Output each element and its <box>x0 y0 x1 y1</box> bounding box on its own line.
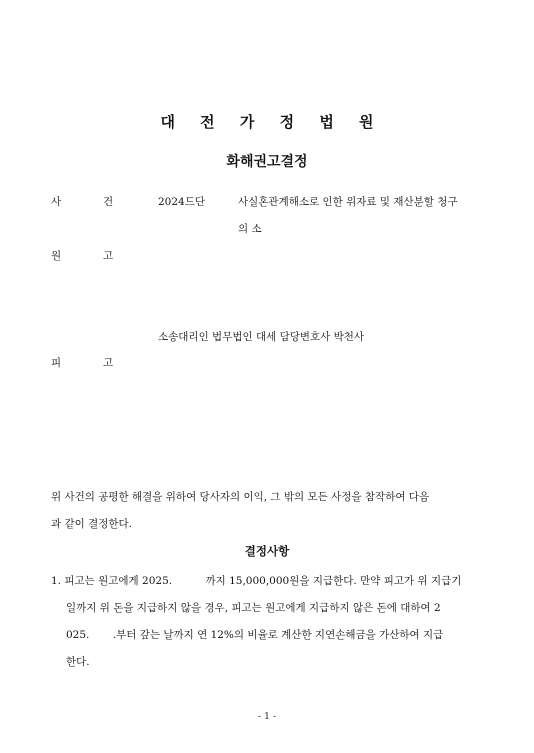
intro-line-1: 위 사건의 공평한 해결을 위하여 당사자의 이익, 그 밖의 모든 사정을 참작하여 다음 <box>51 491 430 503</box>
decision-item-1-line-4: 한다. <box>66 656 90 668</box>
defendant-label-char-1: 피 <box>51 357 62 369</box>
case-number: 2024드단 <box>158 196 206 208</box>
case-name-line-2: 의 소 <box>238 223 262 235</box>
decision-item-1-line-2: 일까지 위 돈을 지급하지 않을 경우, 피고는 원고에게 지급하지 않은 돈에 대하여 2 <box>66 602 441 614</box>
page-number: - 1 - <box>257 711 277 722</box>
decision-item-1-line-3: 025. .부터 갚는 날까지 연 12%의 비율로 계산한 지연손해금을 가산하여 지급 <box>66 629 444 641</box>
defendant-label-char-2: 고 <box>103 357 114 369</box>
decision-item-1-line-1: 1. 피고는 원고에게 2025. 까지 15,000,000원을 지급한다. 만약 피고가 위 지급기 <box>51 575 462 587</box>
court-name: 대 전 가 정 법 원 <box>160 113 384 131</box>
case-name-line-1: 사실혼관계해소로 인한 위자료 및 재산분할 청구 <box>238 196 458 208</box>
case-label-char-2: 건 <box>103 196 114 208</box>
document-title: 화해권고결정 <box>226 154 308 170</box>
intro-line-2: 과 같이 결정한다. <box>51 518 133 530</box>
case-label-char-1: 사 <box>51 196 62 208</box>
plaintiff-representative: 소송대리인 법무법인 대세 담당변호사 박천사 <box>158 331 365 343</box>
plaintiff-label-char-2: 고 <box>103 250 114 262</box>
plaintiff-label-char-1: 원 <box>51 250 62 262</box>
decision-section-title: 결정사항 <box>244 544 290 558</box>
